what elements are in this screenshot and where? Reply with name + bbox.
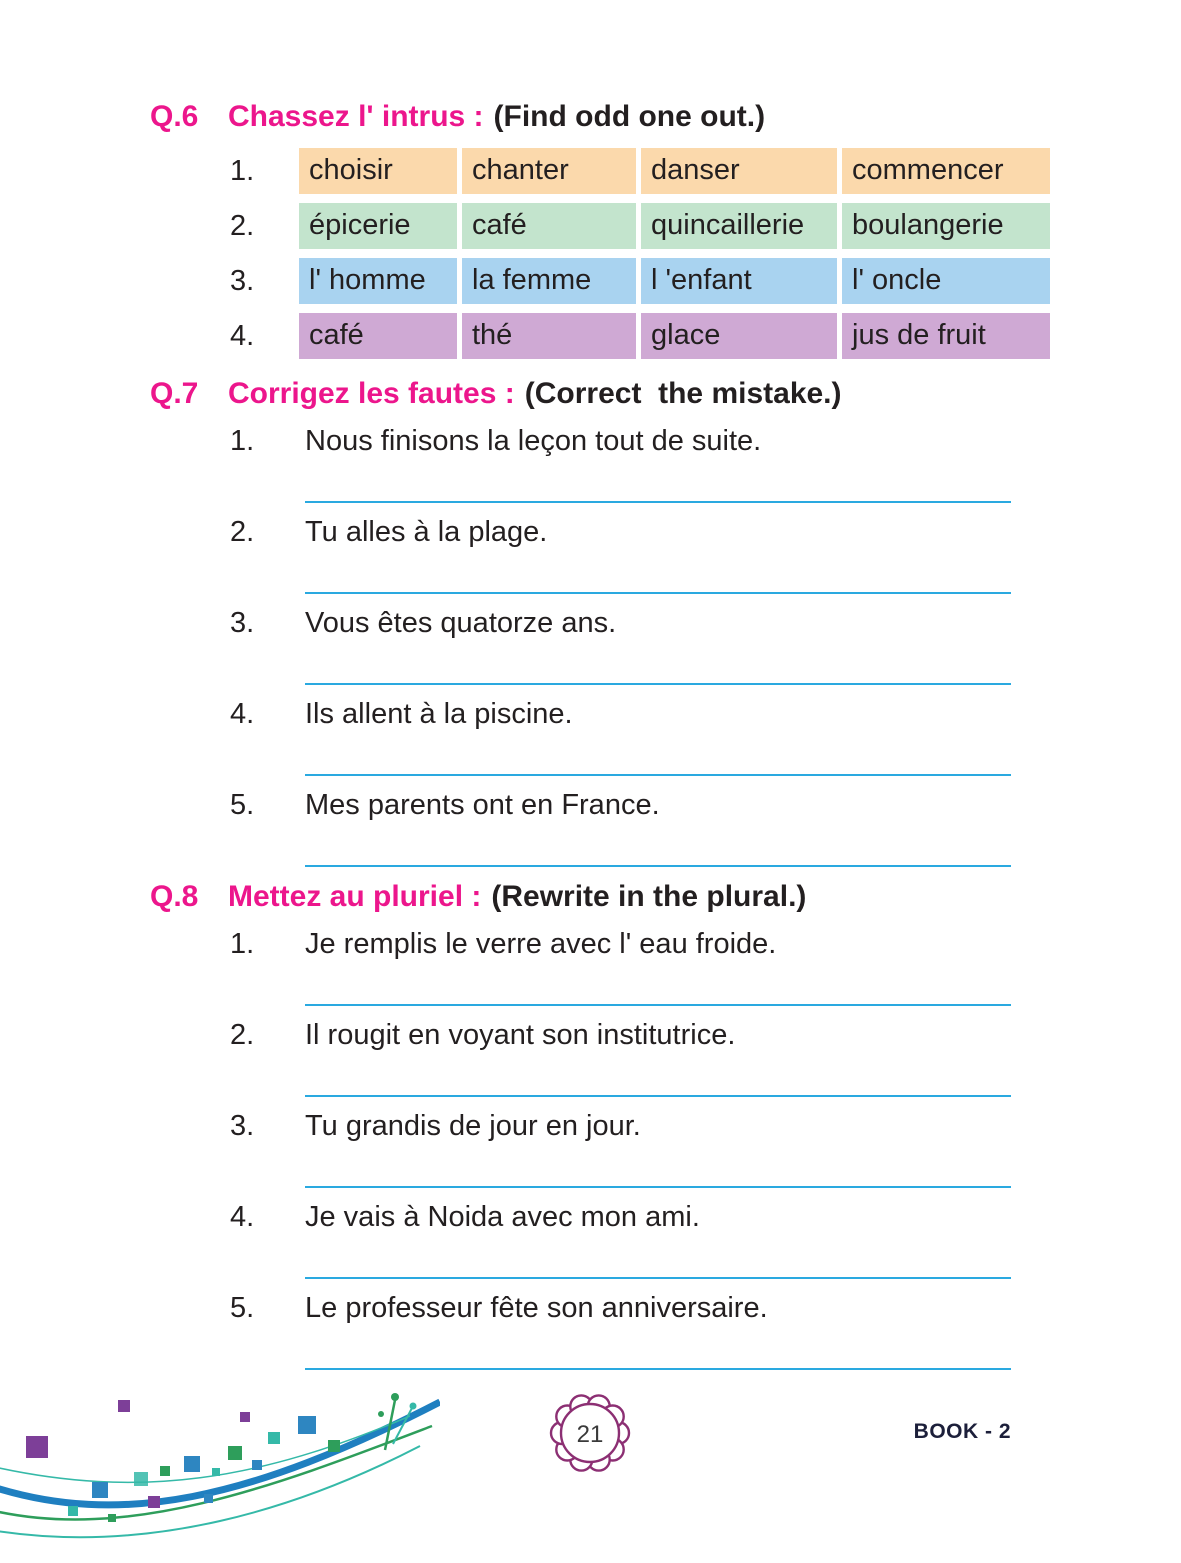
item-number: 5.	[230, 1292, 255, 1324]
q7-title-english: (Correct the mistake.)	[524, 377, 842, 410]
q8-item-list	[230, 928, 1045, 1370]
word-cell: danser	[641, 148, 837, 194]
word-cell: quincaillerie	[641, 203, 837, 249]
q8-heading	[150, 880, 1045, 914]
item-number: 1.	[230, 425, 255, 457]
row-number: 1.	[230, 154, 255, 187]
word-cell: la femme	[462, 258, 636, 304]
word-cell: glace	[641, 313, 837, 359]
page-number: 21	[576, 1421, 604, 1448]
item-sentence: Il rougit en voyant son institutrice.	[305, 1019, 736, 1051]
row-number: 2.	[230, 209, 255, 242]
word-cell: l 'enfant	[641, 258, 837, 304]
item-sentence: Vous êtes quatorze ans.	[305, 607, 617, 639]
page-number-badge	[549, 1392, 631, 1474]
item-sentence: Je remplis le verre avec l' eau froide.	[305, 928, 777, 960]
exercise-item	[230, 516, 1045, 594]
answer-line	[305, 683, 1011, 685]
item-sentence: Le professeur fête son anniversaire.	[305, 1292, 768, 1324]
item-number: 3.	[230, 607, 255, 639]
q6-number: Q.6	[150, 100, 199, 133]
q7-heading	[150, 377, 1045, 411]
q8-number: Q.8	[150, 880, 199, 913]
item-sentence: Tu grandis de jour en jour.	[305, 1110, 641, 1142]
item-number: 4.	[230, 1201, 255, 1233]
question-q7	[150, 377, 1045, 867]
answer-line	[305, 1277, 1011, 1279]
word-cell: café	[462, 203, 636, 249]
question-q6	[150, 100, 1045, 359]
word-cell: choisir	[299, 148, 457, 194]
question-q8	[150, 880, 1045, 1370]
item-number: 2.	[230, 516, 255, 548]
odd-one-out-table	[230, 148, 1045, 359]
q8-title-english: (Rewrite in the plural.)	[491, 880, 807, 913]
answer-line	[305, 1368, 1011, 1370]
answer-line	[305, 774, 1011, 776]
exercise-item	[230, 928, 1045, 1006]
q7-title-french: Corrigez les fautes :	[228, 377, 515, 410]
book-label: BOOK - 2	[913, 1420, 1011, 1443]
exercise-item	[230, 425, 1045, 503]
item-sentence: Je vais à Noida avec mon ami.	[305, 1201, 700, 1233]
answer-line	[305, 592, 1011, 594]
answer-line	[305, 501, 1011, 503]
word-cell: l' oncle	[842, 258, 1050, 304]
word-cell: chanter	[462, 148, 636, 194]
word-cell: commencer	[842, 148, 1050, 194]
q6-title-french: Chassez l' intrus :	[228, 100, 484, 133]
table-row	[230, 203, 1045, 249]
decorative-swoosh-graphic	[0, 1388, 440, 1563]
q6-heading	[150, 100, 1045, 134]
q8-title-french: Mettez au pluriel :	[228, 880, 482, 913]
exercise-item	[230, 1019, 1045, 1097]
word-cell: épicerie	[299, 203, 457, 249]
row-number: 3.	[230, 264, 255, 297]
item-number: 4.	[230, 698, 255, 730]
page-content	[150, 100, 1045, 1383]
item-number: 3.	[230, 1110, 255, 1142]
word-cell: jus de fruit	[842, 313, 1050, 359]
answer-line	[305, 1186, 1011, 1188]
item-number: 2.	[230, 1019, 255, 1051]
exercise-item	[230, 1110, 1045, 1188]
q7-number: Q.7	[150, 377, 199, 410]
item-sentence: Nous finisons la leçon tout de suite.	[305, 425, 762, 457]
item-sentence: Tu alles à la plage.	[305, 516, 548, 548]
row-number: 4.	[230, 319, 255, 352]
word-cell: l' homme	[299, 258, 457, 304]
table-row	[230, 258, 1045, 304]
exercise-item	[230, 1292, 1045, 1370]
word-cell: thé	[462, 313, 636, 359]
exercise-item	[230, 698, 1045, 776]
item-sentence: Ils allent à la piscine.	[305, 698, 573, 730]
q6-title-english: (Find odd one out.)	[493, 100, 766, 133]
word-cell: boulangerie	[842, 203, 1050, 249]
answer-line	[305, 1095, 1011, 1097]
table-row	[230, 148, 1045, 194]
exercise-item	[230, 789, 1045, 867]
q7-item-list	[230, 425, 1045, 867]
answer-line	[305, 1004, 1011, 1006]
item-sentence: Mes parents ont en France.	[305, 789, 660, 821]
table-row	[230, 313, 1045, 359]
word-cell: café	[299, 313, 457, 359]
exercise-item	[230, 1201, 1045, 1279]
item-number: 5.	[230, 789, 255, 821]
item-number: 1.	[230, 928, 255, 960]
answer-line	[305, 865, 1011, 867]
exercise-item	[230, 607, 1045, 685]
